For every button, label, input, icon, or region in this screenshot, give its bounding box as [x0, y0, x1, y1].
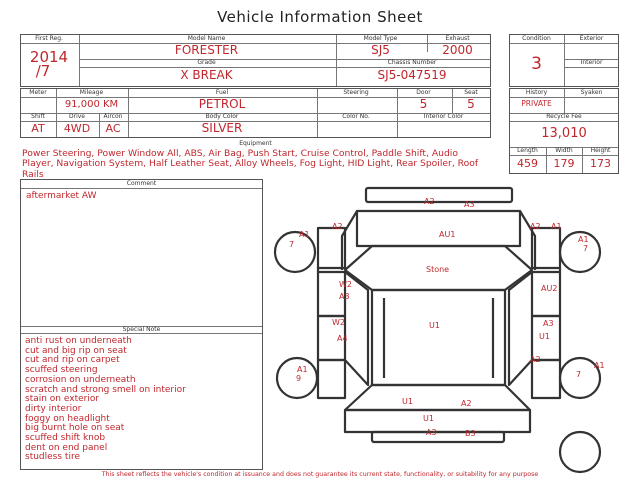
first-reg-month: /7	[35, 62, 51, 80]
damage-fr-wheel-a1: A1	[578, 235, 589, 244]
list-item: scuffed shift knob	[25, 433, 106, 444]
mileage-value: 91,000 KM	[64, 99, 119, 110]
chassis-label: Chassis Number	[387, 59, 437, 66]
shift-label: Shift	[31, 113, 45, 120]
damage-hood-au1: AU1	[439, 230, 456, 239]
list-item: studless tire	[25, 452, 80, 463]
damage-roof-u1: U1	[429, 321, 440, 330]
body-color-value: SILVER	[201, 121, 243, 135]
damage-rear-bumper-b3: B3	[465, 429, 476, 438]
fuel-value: PETROL	[198, 97, 246, 111]
damage-front-bumper-a2: A2	[424, 197, 435, 206]
length-label: Length	[517, 147, 538, 154]
damage-left-fender-a2: A2	[332, 222, 343, 231]
comment-text: aftermarket AW	[26, 191, 97, 201]
damage-right-quarter-a2: A2	[530, 355, 541, 364]
list-item: corrosion on underneath	[25, 374, 136, 385]
damage-right-rear-door-a3: A3	[543, 319, 554, 328]
list-item: anti rust on underneath	[25, 336, 132, 346]
exhaust-label: Exhaust	[445, 35, 470, 42]
damage-left-door-a3: A3	[339, 292, 350, 301]
damage-rear-gate-u1: U1	[402, 397, 413, 406]
history-value: PRIVATE	[521, 99, 552, 108]
interior-label: Interior	[580, 59, 603, 66]
door-label: Door	[416, 89, 431, 96]
mileage-label: Mileage	[79, 89, 104, 96]
shift-value: AT	[31, 122, 45, 135]
model-name-value: FORESTER	[174, 43, 239, 57]
list-item: cut and big rip on seat	[25, 345, 127, 356]
damage-front-bumper-a3: A3	[464, 200, 475, 209]
damage-rr-wheel-a1: A1	[594, 361, 605, 370]
comment-label: Comment	[126, 180, 157, 187]
list-item: foggy on headlight	[25, 413, 110, 424]
damage-right-door-au2: AU2	[541, 284, 558, 293]
aircon-value: AC	[105, 122, 121, 135]
grade-value: X BREAK	[180, 68, 233, 82]
grade-label: Grade	[197, 59, 216, 66]
damage-rear-gate-a2: A2	[461, 399, 472, 408]
syaken-label: Syaken	[580, 89, 603, 96]
chassis-value: SJ5-047519	[377, 68, 447, 82]
door-value: 5	[419, 97, 428, 111]
damage-rear-bumper-u1: U1	[423, 414, 434, 423]
condition-label: Condition	[522, 35, 551, 42]
list-item: dent on end panel	[25, 442, 108, 453]
damage-left-rear-door-w2: W2	[332, 318, 345, 327]
damage-rr-wheel-7: 7	[576, 370, 582, 379]
model-type-label: Model Type	[363, 35, 398, 42]
seat-value: 5	[467, 97, 475, 111]
meter-label: Meter	[29, 89, 47, 96]
damage-right-rear-door-u1: U1	[539, 332, 550, 341]
fuel-label: Fuel	[215, 89, 229, 96]
special-note-label: Special Note	[122, 326, 161, 333]
drive-value: 4WD	[63, 122, 91, 135]
model-type-value: SJ5	[371, 43, 390, 57]
list-item: scratch and strong smell on interior	[25, 384, 186, 395]
list-item: big burnt hole on seat	[25, 423, 125, 434]
condition-value: 3	[531, 54, 542, 74]
special-notes-list	[25, 337, 186, 463]
body-color-label: Body Color	[205, 113, 239, 120]
damage-rl-wheel-9: 9	[296, 374, 302, 383]
history-label: History	[525, 89, 548, 96]
interior-color-label: Interior Color	[423, 113, 464, 120]
first-reg-label: First Reg.	[35, 35, 63, 42]
height-label: Height	[590, 147, 611, 154]
damage-left-door-w2: W2	[339, 280, 352, 289]
exterior-label: Exterior	[579, 35, 604, 42]
damage-right-fender-a2: A2	[530, 222, 541, 231]
recycle-fee-label: Recycle Fee	[546, 113, 582, 120]
width-value: 179	[553, 157, 575, 170]
first-reg-year: 2014	[29, 48, 69, 66]
color-no-label: Color No.	[342, 113, 370, 120]
width-label: Width	[555, 147, 573, 154]
list-item: cut and rip on carpet	[25, 355, 120, 366]
car-damage-diagram	[270, 180, 620, 475]
damage-rear-bumper-a3: A3	[426, 428, 437, 437]
list-item: scuffed steering	[25, 365, 98, 376]
damage-fr-wheel-7: 7	[583, 244, 589, 253]
drive-label: Drive	[69, 113, 85, 120]
damage-left-rear-door-a4: A4	[337, 334, 348, 343]
model-name-label: Model Name	[187, 35, 226, 42]
aircon-label: Aircon	[103, 113, 123, 120]
steering-label: Steering	[343, 89, 369, 96]
length-value: 459	[517, 157, 538, 170]
sheet-title: Vehicle Information Sheet	[217, 8, 423, 26]
equipment-label: Equipment	[239, 140, 272, 147]
damage-windshield-stone: Stone	[426, 265, 450, 274]
list-item: stain on exterior	[25, 394, 100, 405]
seat-label: Seat	[464, 89, 478, 96]
damage-fl-wheel-a1: A1	[299, 230, 310, 239]
list-item: dirty interior	[25, 403, 82, 414]
damage-fr-wheel-a1-top: A1	[551, 222, 562, 231]
height-value: 173	[590, 157, 611, 170]
damage-fl-wheel-7: 7	[289, 240, 295, 249]
exhaust-value: 2000	[442, 43, 473, 57]
damage-rl-wheel-a1: A1	[297, 365, 308, 374]
recycle-fee-value: 13,010	[541, 126, 587, 141]
equipment-list: Power Steering, Power Window All, ABS, Air Bag, Push Start, Cruise Control, Paddle Shift, Audio Player, Navigation System, Half Leather Seat, Alloy Wheels, Fog Light, HID Light, Rear Spoiler, Roof Rails	[22, 148, 479, 180]
disclaimer-footer: This sheet reflects the vehicle's condition at issuance and does not guarantee its current state, functionality, or suitability for any purpose	[101, 471, 539, 478]
